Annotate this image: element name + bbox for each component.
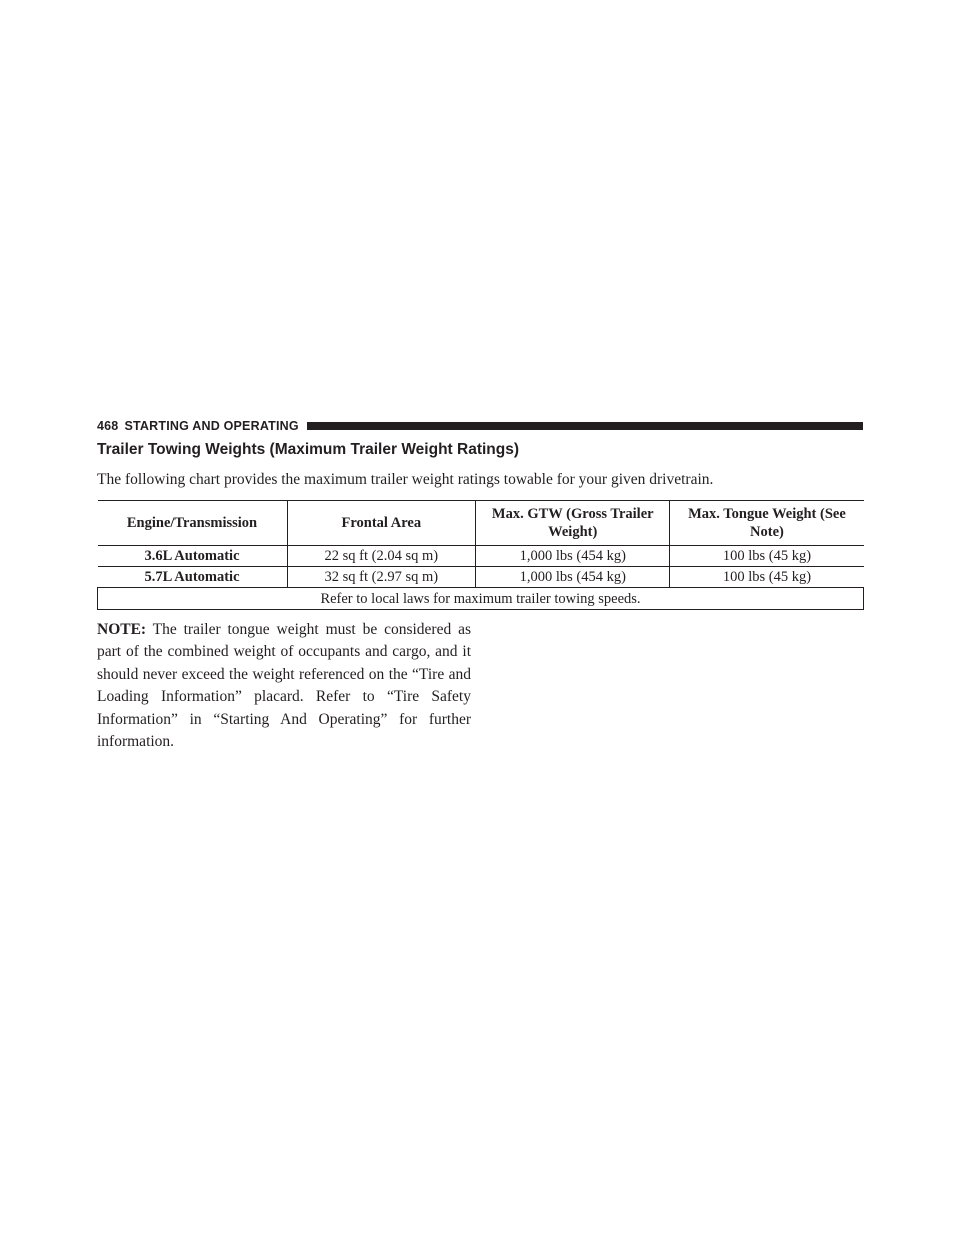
table-footnote: Refer to local laws for maximum trailer towing speeds. <box>98 588 864 610</box>
intro-paragraph: The following chart provides the maximum trailer weight ratings towable for your given drivetrain. <box>97 471 714 488</box>
page-header <box>97 418 863 434</box>
table-header-row <box>98 501 864 546</box>
page-number: 468 <box>97 419 119 433</box>
section-title: Trailer Towing Weights (Maximum Trailer Weight Ratings) <box>97 441 520 458</box>
frontal-area-cell: 22 sq ft (2.04 sq m) <box>287 546 476 567</box>
note-text: The trailer tongue weight must be considered as part of the combined weight of occupants and cargo, and it should never exceed the weight referenced on the “Tire and Loading Information” placard. Refer to “Tire Safety Information” in “Starting And Operating” for further information. <box>97 621 471 751</box>
table-row <box>98 546 864 567</box>
engine-cell: 3.6L Automatic <box>98 546 288 567</box>
table-row <box>98 567 864 588</box>
max-tongue-weight-cell: 100 lbs (45 kg) <box>670 567 864 588</box>
max-gtw-cell: 1,000 lbs (454 kg) <box>476 567 670 588</box>
column-header-frontal-area: Frontal Area <box>287 501 476 546</box>
running-section-title: STARTING AND OPERATING <box>124 419 299 433</box>
table-footnote-row <box>98 588 864 610</box>
trailer-weights-table <box>97 500 864 610</box>
note-label: NOTE: <box>97 621 147 638</box>
column-header-max-gtw: Max. GTW (Gross Trailer Weight) <box>476 501 670 546</box>
column-header-engine: Engine/Transmission <box>98 501 288 546</box>
max-gtw-cell: 1,000 lbs (454 kg) <box>476 546 670 567</box>
frontal-area-cell: 32 sq ft (2.97 sq m) <box>287 567 476 588</box>
note-paragraph <box>97 619 471 753</box>
header-rule <box>307 422 863 430</box>
max-tongue-weight-cell: 100 lbs (45 kg) <box>670 546 864 567</box>
engine-cell: 5.7L Automatic <box>98 567 288 588</box>
column-header-max-tongue-weight: Max. Tongue Weight (See Note) <box>670 501 864 546</box>
